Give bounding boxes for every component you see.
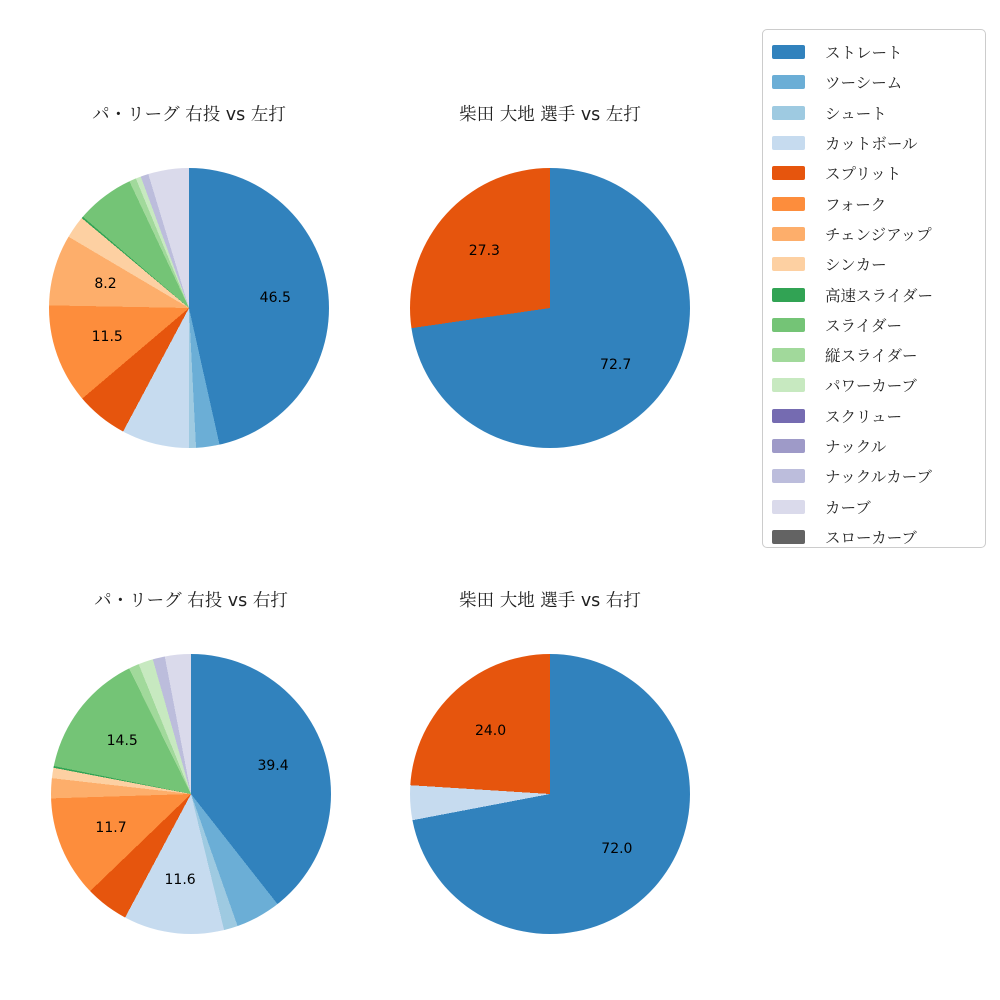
legend-swatch-icon	[772, 136, 805, 150]
chart-pa-league-vs-rhb	[51, 586, 331, 934]
chart-shibata-vs-lhb	[410, 100, 690, 448]
chart-pa-league-vs-lhb	[49, 100, 329, 448]
legend-swatch-icon	[772, 106, 805, 120]
chart-shibata-vs-rhb	[410, 586, 690, 934]
legend-swatch-icon	[772, 409, 805, 423]
legend-item-2	[772, 98, 985, 128]
legend-item-label: ナックル	[825, 438, 887, 456]
pie-shibata-vs-rhb	[410, 654, 690, 934]
pie-value-label: 39.4	[257, 757, 289, 774]
legend-swatch-icon	[772, 197, 805, 211]
pie-value-label: 14.5	[106, 733, 138, 749]
pie-shibata-vs-lhb	[410, 168, 690, 448]
legend-item-1	[772, 67, 985, 97]
legend	[762, 29, 986, 548]
pie-pa-league-vs-rhb	[51, 654, 331, 934]
pie-value-label: 11.6	[164, 872, 196, 889]
legend-swatch-icon	[772, 530, 805, 544]
chart-title-pa-league-vs-lhb: パ・リーグ 右投 vs 左打	[92, 105, 286, 125]
legend-item-16	[772, 522, 985, 552]
pie-value-label: 24.0	[474, 722, 507, 739]
legend-item-label: チェンジアップ	[825, 225, 932, 244]
pie-value-label: 72.7	[600, 356, 632, 373]
legend-item-label: スローカーブ	[825, 528, 917, 547]
pie-value-label: 72.0	[601, 841, 633, 858]
chart-title-shibata-vs-rhb: 柴田 大地 選手 vs 右打	[459, 591, 641, 611]
legend-item-label: カットボール	[825, 135, 918, 154]
legend-swatch-icon	[772, 439, 805, 453]
legend-item-8	[772, 279, 985, 309]
legend-item-7	[772, 249, 985, 279]
pie-value-label: 46.5	[259, 290, 291, 307]
legend-swatch-icon	[772, 318, 805, 332]
legend-swatch-icon	[772, 378, 805, 392]
legend-item-label: 縦スライダー	[825, 347, 918, 366]
legend-item-13	[772, 431, 985, 461]
legend-item-6	[772, 219, 985, 249]
legend-swatch-icon	[772, 288, 805, 302]
legend-item-0	[772, 37, 985, 67]
legend-swatch-icon	[772, 227, 805, 241]
legend-swatch-icon	[772, 75, 805, 89]
legend-item-label: パワーカーブ	[825, 377, 917, 396]
legend-swatch-icon	[772, 257, 805, 271]
legend-item-12	[772, 401, 985, 431]
legend-item-label: スクリュー	[825, 407, 903, 426]
legend-item-11	[772, 370, 985, 400]
legend-item-label: ストレート	[825, 44, 903, 63]
legend-item-label: シュート	[825, 104, 887, 123]
legend-item-label: カーブ	[825, 498, 871, 517]
legend-item-4	[772, 158, 985, 188]
pie-value-label: 11.5	[91, 329, 123, 346]
legend-item-label: シンカー	[825, 256, 887, 275]
legend-item-label: 高速スライダー	[825, 286, 934, 305]
legend-item-3	[772, 128, 985, 158]
pie-value-label: 8.2	[94, 276, 117, 293]
legend-item-label: フォーク	[825, 195, 887, 214]
legend-item-label: スプリット	[825, 165, 902, 184]
legend-swatch-icon	[772, 166, 805, 180]
legend-item-14	[772, 461, 985, 491]
pie-value-label: 11.7	[95, 819, 127, 836]
pie-pa-league-vs-lhb	[49, 168, 329, 448]
legend-item-10	[772, 340, 985, 370]
legend-item-label: スライダー	[825, 316, 903, 335]
legend-swatch-icon	[772, 45, 805, 59]
legend-item-label: ナックルカーブ	[825, 468, 932, 487]
legend-swatch-icon	[772, 500, 805, 514]
legend-swatch-icon	[772, 348, 805, 362]
pie-value-label: 27.3	[468, 243, 500, 260]
legend-item-15	[772, 491, 985, 521]
legend-item-label: ツーシーム	[825, 74, 903, 93]
legend-swatch-icon	[772, 469, 805, 483]
legend-item-9	[772, 310, 985, 340]
chart-title-shibata-vs-lhb: 柴田 大地 選手 vs 左打	[459, 105, 641, 125]
legend-item-5	[772, 188, 985, 218]
chart-title-pa-league-vs-rhb: パ・リーグ 右投 vs 右打	[94, 591, 288, 611]
